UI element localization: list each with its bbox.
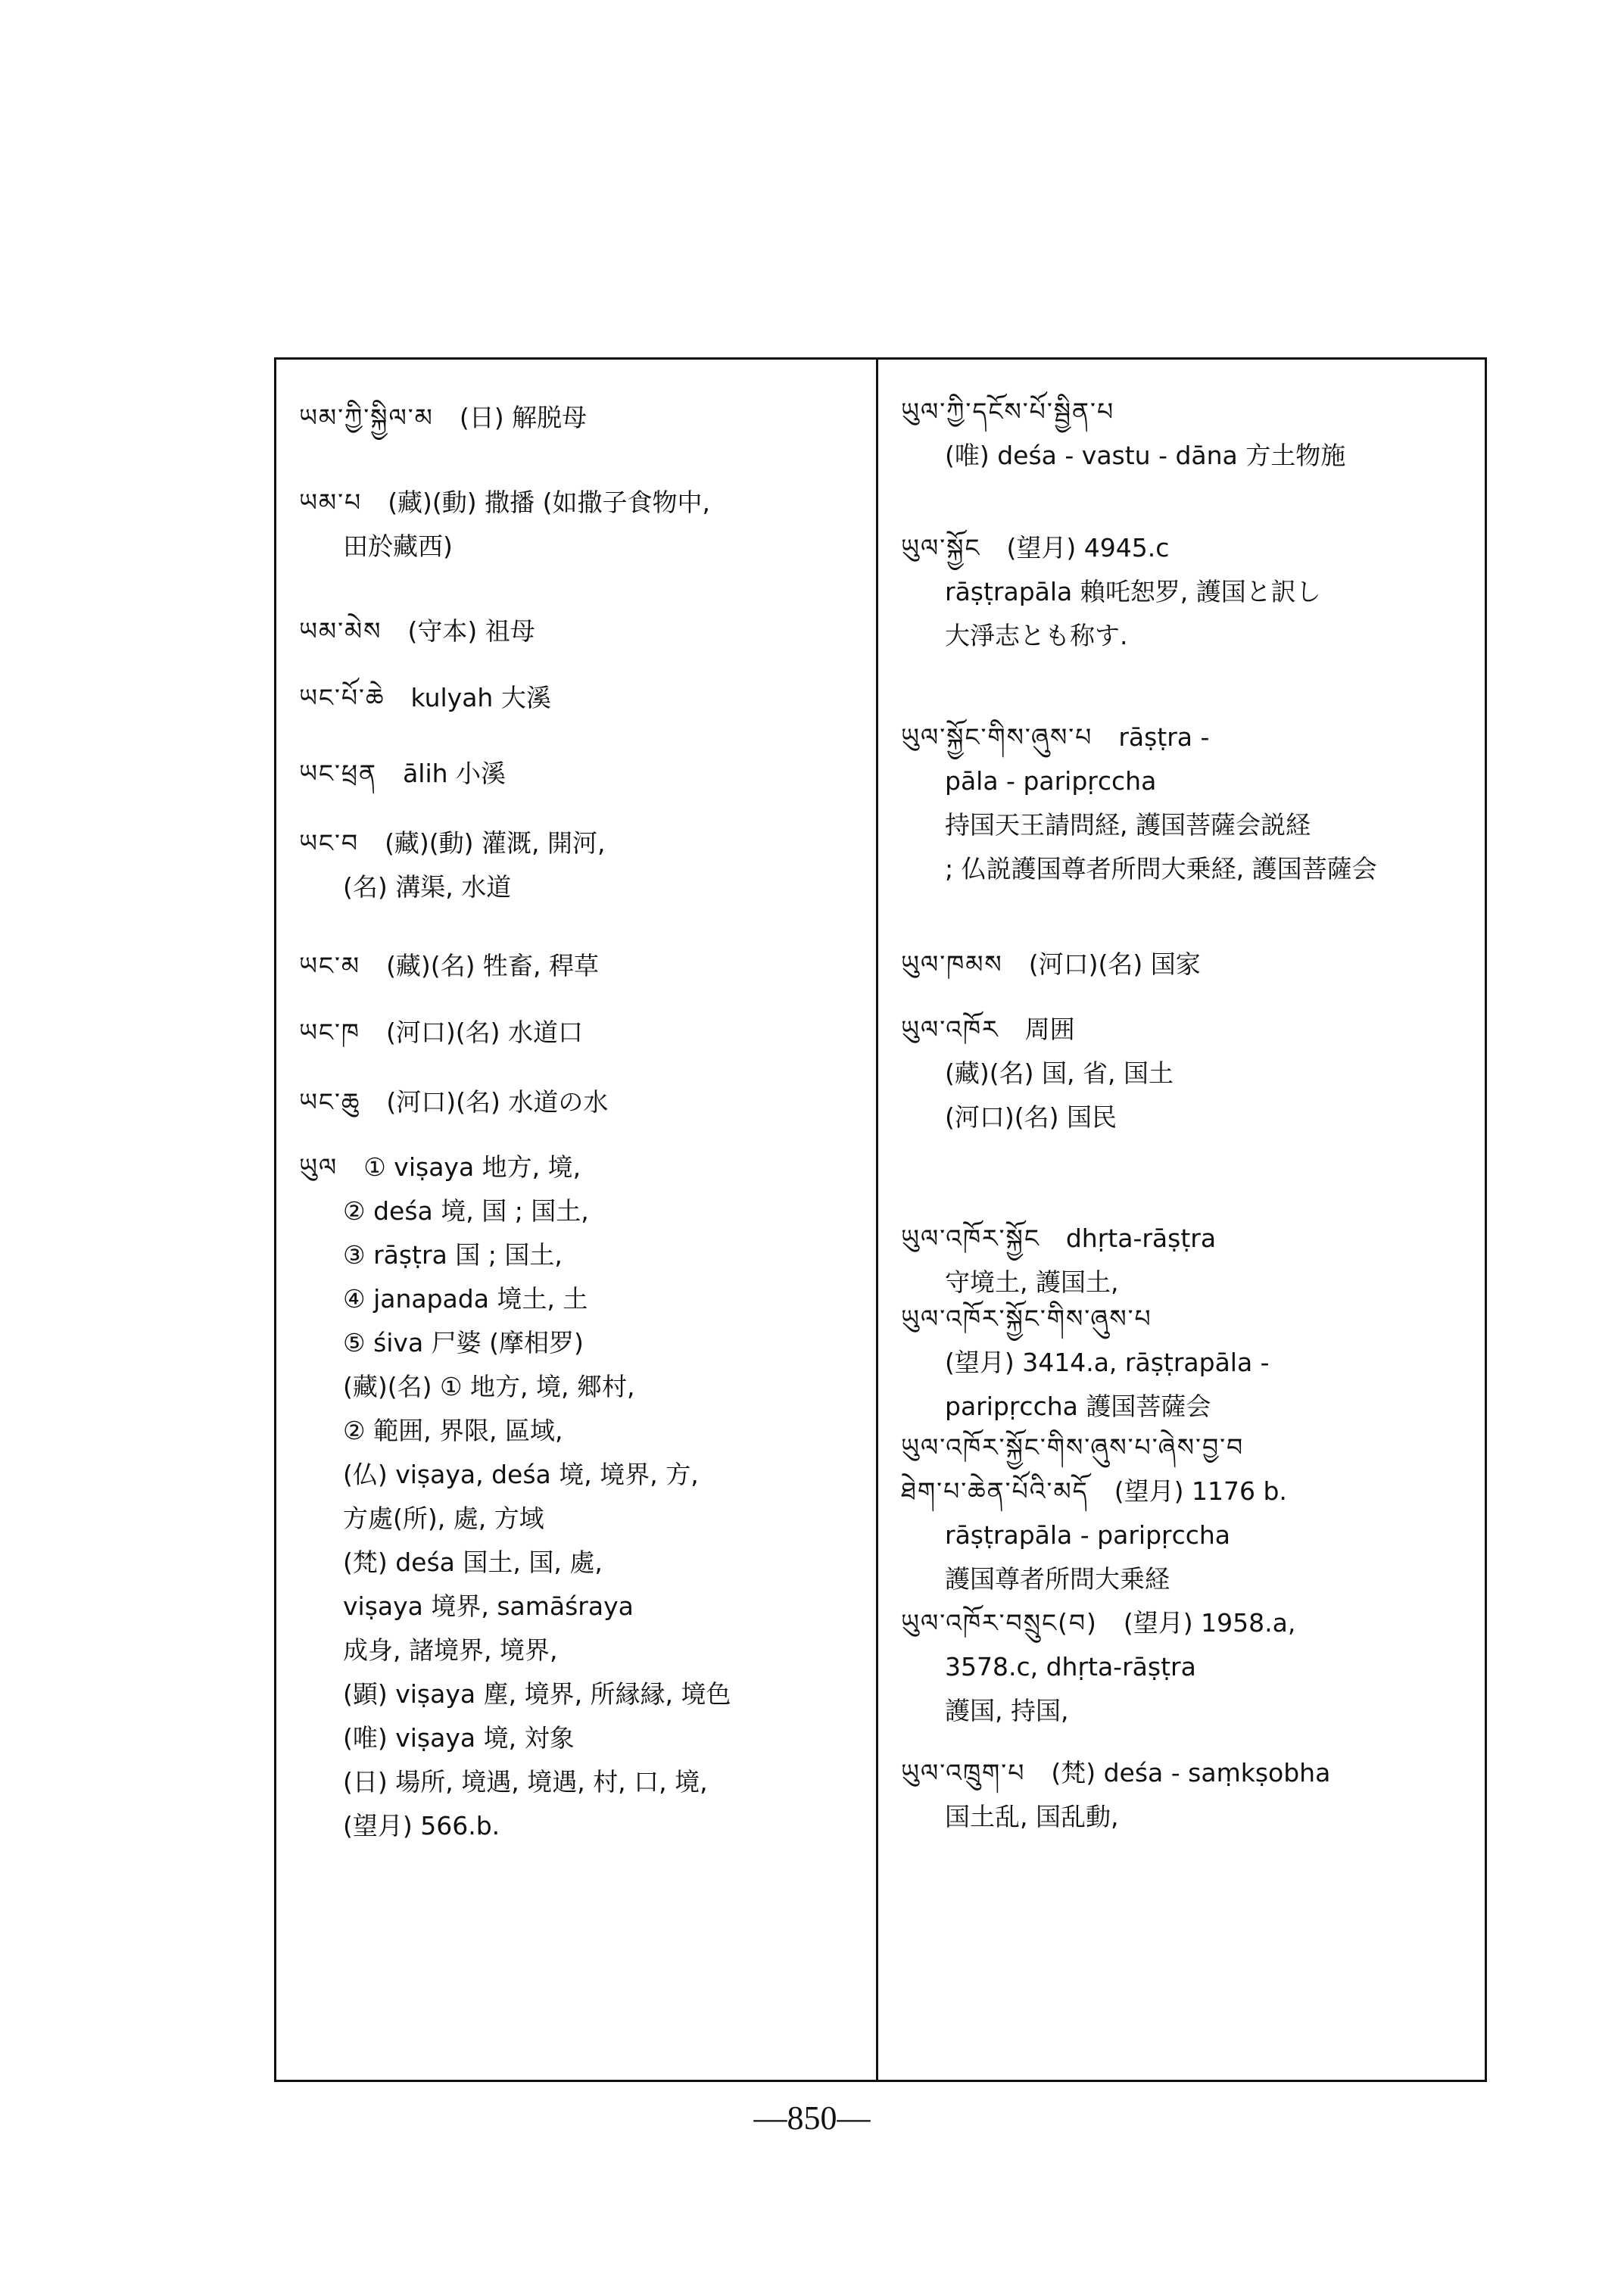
entry-definition: (仏) viṣaya, deśa 境, 境界, 方, — [343, 1460, 699, 1489]
entry-definition: 田於藏西) — [343, 531, 453, 561]
entry-line — [299, 525, 858, 569]
tibetan-headword: ཡམ་པ — [299, 488, 363, 517]
entry-definition: ālih 小溪 — [403, 759, 507, 788]
tibetan-headword: ཡུལ་སྐྱོང — [901, 533, 981, 563]
entry-definition: (河口)(名) 国家 — [1028, 949, 1201, 979]
entry-line — [901, 614, 1467, 658]
entry-line — [299, 1365, 858, 1409]
entry-definition: (望月) 3414.a, rāṣṭrapāla - — [945, 1348, 1270, 1377]
entry-definition: (藏)(名) 国, 省, 国土 — [945, 1058, 1174, 1088]
entry-line — [299, 609, 858, 653]
entry-line — [299, 396, 858, 440]
tibetan-headword: ཡུལ — [299, 1152, 338, 1182]
entry-definition: rāṣṭrapāla - paripṛccha — [945, 1520, 1231, 1550]
entry-definition: ③ rāṣṭra 国 ; 国土, — [343, 1240, 563, 1270]
tibetan-headword: ཡུལ་འཁོར — [901, 1015, 999, 1044]
entry-line — [901, 1557, 1467, 1601]
entry-line — [901, 1297, 1467, 1341]
entry-definition: 国土乱, 国乱動, — [945, 1802, 1119, 1831]
entry-line — [901, 803, 1467, 847]
dictionary-entry — [299, 1080, 858, 1124]
entry-line — [901, 1426, 1467, 1470]
entry-line — [901, 1751, 1467, 1795]
dictionary-entry — [299, 752, 858, 796]
dictionary-entry — [299, 1145, 858, 1848]
entry-line — [299, 1189, 858, 1233]
tibetan-headword: ཡམ་མེས — [299, 616, 382, 646]
tibetan-headword: ཡང་བ — [299, 828, 360, 858]
entry-definition: (顕) viṣaya 塵, 境界, 所縁縁, 境色 — [343, 1679, 731, 1709]
entry-line — [901, 434, 1467, 478]
entry-line — [299, 1233, 858, 1277]
entry-definition: (望月) 566.b. — [343, 1811, 500, 1840]
entry-definition: ; 仏説護国尊者所問大乗経, 護国菩薩会 — [945, 854, 1377, 884]
dictionary-entry — [901, 1751, 1467, 1839]
entry-definition: (梵) deśa 国土, 国, 處, — [343, 1548, 603, 1577]
right-column — [878, 360, 1485, 2080]
entry-definition: rāṣṭrapāla 賴吒恕罗, 護国と訳し — [945, 577, 1321, 606]
entry-line — [901, 715, 1467, 759]
tibetan-headword: ཡུལ་ཁམས — [901, 949, 1003, 979]
dictionary-entry — [299, 609, 858, 653]
entry-line — [299, 1453, 858, 1497]
entry-line — [901, 1470, 1467, 1513]
entry-definition: (梵) deśa - saṃkṣobha — [1051, 1758, 1331, 1788]
entry-line — [299, 1585, 858, 1629]
tibetan-headword: ཡང་ཆུ — [299, 1087, 361, 1117]
entry-line — [901, 1645, 1467, 1689]
entry-line — [299, 821, 858, 865]
entry-line — [299, 1321, 858, 1365]
entry-definition: ④ janapada 境土, 土 — [343, 1284, 588, 1314]
tibetan-headword: ཡུལ་འཁྲུག་པ — [901, 1758, 1026, 1788]
entry-definition: (唯) viṣaya 境, 対象 — [343, 1723, 575, 1753]
tibetan-headword: ཡང་ཁ — [299, 1018, 360, 1047]
entry-definition: 持国天王請問経, 護国菩薩会説経 — [945, 810, 1311, 840]
entry-definition: (望月) 4945.c — [1006, 533, 1170, 563]
entry-line — [901, 1096, 1467, 1139]
entry-line — [901, 1795, 1467, 1839]
entry-line — [901, 1052, 1467, 1096]
entry-definition: rāṣṭra - — [1118, 722, 1210, 752]
entry-definition: (望月) 1176 b. — [1114, 1476, 1287, 1506]
entry-line — [299, 1804, 858, 1848]
page-number: —850— — [753, 2099, 871, 2137]
entry-line — [901, 1217, 1467, 1261]
tibetan-headword: ཐེག་པ་ཆེན་པོའི་མདོ — [901, 1476, 1089, 1506]
entry-line — [901, 1341, 1467, 1385]
entry-definition: 大淨志とも称す. — [945, 621, 1128, 650]
entry-definition: ① viṣaya 地方, 境, — [363, 1152, 581, 1182]
entry-line — [299, 481, 858, 525]
entry-definition: (藏)(動) 灌溉, 開河, — [385, 828, 606, 858]
entry-line — [299, 1277, 858, 1321]
dictionary-entry — [901, 390, 1467, 478]
tibetan-headword: ཡུལ་འཁོར་སྐྱོང — [901, 1223, 1040, 1253]
dictionary-entry — [901, 1008, 1467, 1139]
dictionary-entry — [901, 943, 1467, 986]
tibetan-headword: ཡུལ་འཁོར་སྐྱོང་གིས་ཞུས་པ — [901, 1304, 1152, 1333]
tibetan-headword: ཡུལ་འཁོར་སྐྱོང་གིས་ཞུས་པ་ཞེས་བྱ་བ — [901, 1432, 1245, 1462]
entry-definition: 成身, 諸境界, 境界, — [343, 1635, 558, 1665]
entry-line — [901, 570, 1467, 614]
entry-definition: 3578.c, dhṛta-rāṣṭra — [945, 1652, 1196, 1682]
tibetan-headword: ཡང་ཕྲན — [299, 759, 378, 788]
entry-line — [299, 676, 858, 720]
entry-definition: dhṛta-rāṣṭra — [1065, 1223, 1217, 1253]
left-column — [276, 360, 878, 2080]
entry-definition: pāla - paripṛccha — [945, 766, 1157, 796]
tibetan-headword: ཡམ་ཀྱི་སྐྱིལ་མ — [299, 403, 434, 432]
dictionary-entry — [901, 526, 1467, 658]
entry-line — [901, 943, 1467, 986]
entry-line — [901, 1601, 1467, 1645]
dictionary-entry — [901, 1426, 1467, 1601]
entry-definition: viṣaya 境界, samāśraya — [343, 1591, 634, 1621]
entry-line — [299, 1672, 858, 1716]
entry-definition: paripṛccha 護国菩薩会 — [945, 1392, 1211, 1421]
dictionary-entry — [901, 1217, 1467, 1304]
tibetan-headword: ཡུལ་ཀྱི་དངོས་པོ་སྦྱིན་པ — [901, 397, 1115, 426]
dictionary-entry — [299, 396, 858, 440]
entry-definition: ⑤ śiva 尸婆 (摩相罗) — [343, 1328, 584, 1357]
entry-line — [299, 1080, 858, 1124]
entry-definition: (河口)(名) 水道の水 — [386, 1087, 609, 1117]
entry-line — [299, 1011, 858, 1055]
entry-definition: (望月) 1958.a, — [1123, 1608, 1296, 1638]
entry-definition: (藏)(名) ① 地方, 境, 郷村, — [343, 1372, 635, 1401]
dictionary-entry — [299, 676, 858, 720]
tibetan-headword: ཡུལ་སྐྱོང་གིས་ཞུས་པ — [901, 722, 1093, 752]
entry-definition: (藏)(動) 撒播 (如撒子食物中, — [388, 488, 711, 517]
entry-definition: (日) 場所, 境遇, 境遇, 村, 口, 境, — [343, 1767, 708, 1797]
dictionary-entry — [299, 1011, 858, 1055]
entry-definition: (唯) deśa - vastu - dāna 方土物施 — [945, 441, 1346, 470]
entry-line — [299, 1497, 858, 1541]
entry-definition: (藏)(名) 牲畜, 稈草 — [386, 951, 600, 980]
entry-line — [901, 1689, 1467, 1733]
dictionary-entry — [901, 715, 1467, 891]
entry-line — [901, 1008, 1467, 1052]
entry-definition: (日) 解脱母 — [459, 403, 588, 432]
entry-definition: (河口)(名) 水道口 — [386, 1018, 583, 1047]
entry-line — [299, 1409, 858, 1453]
entry-definition: 護国尊者所問大乗経 — [945, 1564, 1170, 1594]
entry-line — [901, 1385, 1467, 1429]
entry-line — [299, 944, 858, 988]
entry-line — [299, 752, 858, 796]
entry-definition: 守境土, 護国土, — [945, 1267, 1119, 1297]
entry-definition: ② deśa 境, 国 ; 国土, — [343, 1196, 589, 1226]
entry-line — [901, 1513, 1467, 1557]
entry-definition: (守本) 祖母 — [407, 616, 535, 646]
tibetan-headword: ཡུལ་འཁོར་བསྲུང(བ) — [901, 1608, 1098, 1638]
dictionary-entry — [901, 1601, 1467, 1733]
entry-definition: (名) 溝渠, 水道 — [343, 872, 512, 902]
dictionary-entry — [299, 821, 858, 909]
dictionary-entry — [299, 481, 858, 569]
entry-definition: 方處(所), 處, 方域 — [343, 1504, 544, 1533]
tibetan-headword: ཡང་མ — [299, 951, 361, 980]
entry-line — [901, 847, 1467, 891]
dictionary-entry — [299, 944, 858, 988]
entry-line — [299, 1629, 858, 1672]
entry-line — [299, 1760, 858, 1804]
entry-definition: 周囲 — [1024, 1015, 1075, 1044]
entry-line — [299, 1145, 858, 1189]
entry-line — [901, 526, 1467, 570]
entry-definition: 護国, 持国, — [945, 1696, 1069, 1725]
entry-definition: ② 範囲, 界限, 區域, — [343, 1416, 563, 1445]
entry-line — [901, 390, 1467, 434]
dictionary-entry — [901, 1297, 1467, 1429]
entry-definition: kulyah 大溪 — [410, 683, 551, 712]
tibetan-headword: ཡང་པོ་ཆེ — [299, 683, 385, 712]
entry-line — [299, 1541, 858, 1585]
entry-definition: (河口)(名) 国民 — [945, 1102, 1117, 1132]
entry-line — [299, 865, 858, 909]
entry-line — [901, 759, 1467, 803]
dictionary-page-frame — [274, 357, 1487, 2082]
entry-line — [299, 1716, 858, 1760]
